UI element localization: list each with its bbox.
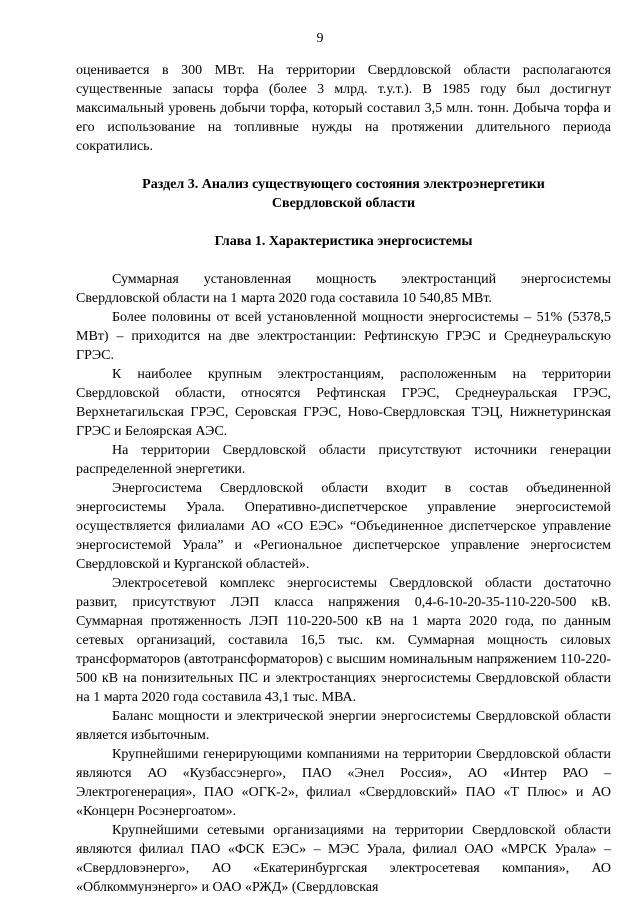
paragraph: Электросетевой комплекс энергосистемы Свердловской области достаточно развит, присутствуют ЛЭП класса напряжения 0,4-6-10-20-35-110-220-500 кВ. Суммарная протяженность ЛЭП 110-220-500 кВ на 1 марта 2020 года, по данным сетевых организаций, составила 16,5 тыс. км. Суммарная мощность силовых трансформаторов (автотрансформаторов) с высшим номинальным напряжением 110-220-500 кВ на понизительных ПС и электростанциях энергосистемы Свердловской области на 1 марта 2020 года составила 43,1 тыс. МВА. [76,576,611,705]
chapter-title: Глава 1. Характеристика энергосистемы [214,234,473,249]
section-title [76,175,611,213]
paragraph: К наиболее крупным электростанциям, расположенным на территории Свердловской области, относятся Рефтинская ГРЭС, Среднеуральская ГРЭС, Верхнетагильская ГРЭС, Серовская ГРЭС, Ново-Свердловская ТЭЦ, Нижнетуринская ГРЭС и Белоярская АЭС. [76,367,611,439]
section-title-line-1: Раздел 3. Анализ существующего состояния электроэнергетики [142,177,545,192]
paragraph: Энергосистема Свердловской области входит в состав объединенной энергосистемы Урала. Оперативно-диспетчерское управление энергосистемой осуществляется филиалами АО «СО ЕЭС» “Объединенное диспетчерское управление энергосистемой Урала” и «Региональное диспетчерское управление энергосистем Свердловской и Курганской областей». [76,481,611,572]
paragraph: Крупнейшими сетевыми организациями на территории Свердловской области являются филиал ПАО «ФСК ЕЭС» – МЭС Урала, филиал ОАО «МРСК Урала» – «Свердловэнерго», АО «Екатеринбургская электросетевая компания», АО «Облкоммунэнерго» и ОАО «РЖД» (Свердловская [76,823,611,895]
continuation-paragraph: оценивается в 300 МВт. На территории Свердловской области располагаются существенные запасы торфа (более 3 млрд. т.у.т.). В 1985 году был достигнут максимальный уровень добычи торфа, который составил 3,5 млн. тонн. Добыча торфа и его использование на топливные нужды на протяжении длительного периода сократились. [76,63,611,154]
paragraph: Баланс мощности и электрической энергии энергосистемы Свердловской области является избыточным. [76,709,611,743]
section-title-line-2: Свердловской области [271,196,416,211]
page-number: 9 [316,31,324,46]
paragraph: Крупнейшими генерирующими компаниями на территории Свердловской области являются АО «Кузбассэнерго», ПАО «Энел Россия», АО «Интер РАО – Электрогенерация», ПАО «ОГК-2», филиал «Свердловский» ПАО «Т Плюс» и АО «Концерн Росэнергоатом». [76,747,611,819]
paragraph: Суммарная установленная мощность электростанций энергосистемы Свердловской области на 1 марта 2020 года составила 10 540,85 МВт. [76,272,611,306]
paragraph: Более половины от всей установленной мощности энергосистемы – 51% (5378,5 МВт) – приходится на две электростанции: Рефтинскую ГРЭС и Среднеуральскую ГРЭС. [76,310,611,363]
document-body [76,61,611,897]
paragraph: На территории Свердловской области присутствуют источники генерации распределенной энергетики. [76,443,611,477]
